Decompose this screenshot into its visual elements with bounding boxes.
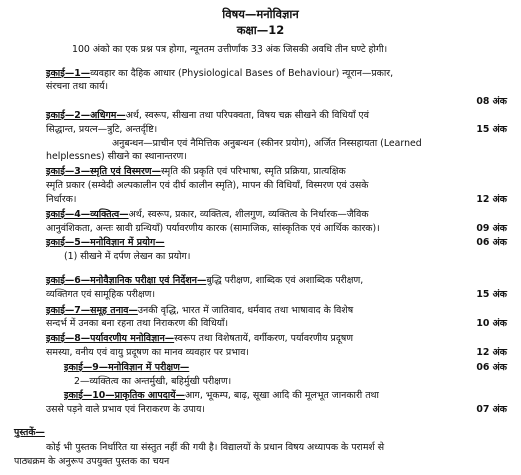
unit-8-title: इकाई—8—पर्यावरणीय मनोविज्ञान—: [46, 333, 175, 344]
unit-7-text-line: सन्दर्भ में उनका बना रहना तथा निराकरण की विधियाँ।: [46, 318, 228, 329]
unit-4-title: इकाई—4—व्यक्तित्व—: [46, 209, 129, 220]
unit-1-marks: 08 अंक: [476, 96, 507, 107]
unit-1-title: इकाई—1—: [46, 68, 91, 79]
unit-3-title: इकाई—3—स्मृति एवं विस्मरण—: [46, 166, 161, 177]
unit-7-title: इकाई—7—समूह तनाव—: [46, 305, 138, 316]
unit-5-marks: 06 अंक: [476, 237, 507, 248]
unit-10-text-line: आग, भूकम्प, बाढ़, सूखा आदि की मूलभूत जानकारी तथा: [184, 390, 379, 401]
unit-10-marks: 07 अंक: [476, 404, 507, 415]
unit-8-marks: 12 अंक: [476, 347, 507, 358]
unit-6-marks: 15 अंक: [476, 289, 507, 300]
unit-2-extra-line: helplessnes) सीखने का स्थानान्तरण।: [46, 151, 187, 162]
unit-6-text-line: बुद्धि परीक्षण, शाब्दिक एवं अशाब्दिक परीक्षण,: [206, 275, 364, 286]
unit-2-text-line: सिद्धान्त, प्रयत्न—त्रुटि, अन्तर्दृष्टि।: [46, 124, 158, 135]
unit-9-marks: 06 अंक: [476, 362, 507, 373]
books-heading: पुस्तकें—: [14, 427, 45, 438]
unit-9-title: इकाई—9—मनोविज्ञान में परीक्षण—: [64, 362, 190, 373]
unit-7-text-line: उनकी वृद्धि, भारत में जातिवाद, धर्मवाद तथा भाषावाद के विशेष: [137, 305, 354, 316]
intro-text: 100 अंको का एक प्रश्न पत्र होगा, न्यूनतम उत्तीर्णांक 33 अंक जिसकी अवधि तीन घण्टे होगी।: [72, 44, 388, 55]
unit-2-extra-line: अनुबन्धन—प्राचीन एवं नैमित्तिक अनुबन्धन (स्कीनर प्रयोग), अर्जित निस्सहायता (Learned: [112, 138, 422, 149]
unit-4-marks: 09 अंक: [476, 223, 507, 234]
unit-2-title: इकाई—2—अधिगम—: [46, 110, 126, 121]
books-text-line: कोई भी पुस्तक निर्धारित या संस्तुत नहीं की गयी है। विद्यालयों के प्रधान विषय अध्यापक के परामर्श से: [46, 442, 385, 453]
unit-1-text-line: संरचना तथा कार्य।: [46, 81, 109, 92]
class-title: कक्षा—12: [236, 23, 285, 37]
unit-4-text-line: आनुवंशिकता, अन्तः स्रावी ग्रन्थियाँ) पर्यावरणीय कारक (सामाजिक, सांस्कृतिक एवं आर्थिक कारक)।: [46, 223, 380, 234]
books-text-line: पाठ्यक्रम के अनुरूप उपयुक्त पुस्तक का चयन: [14, 456, 170, 467]
unit-4-text-line: अर्थ, स्वरूप, प्रकार, व्यक्तित्व, शीलगुण, व्यक्तित्व के निर्धारक—जैविक: [128, 209, 369, 220]
unit-5-title: इकाई—5—मनोविज्ञान में प्रयोग—: [46, 237, 165, 248]
unit-6-title: इकाई—6—मनोवैज्ञानिक परीक्षा एवं निर्देशन—: [46, 275, 207, 286]
unit-9-text-line: 2—व्यक्तित्व का अन्तर्मुखी, बहिर्मुखी परीक्षण।: [74, 376, 232, 387]
unit-3-text-line: स्मृति की प्रकृति एवं परिभाषा, स्मृति प्रक्रिया, प्रात्यक्षिक: [160, 166, 346, 177]
subject-title: विषय—मनोविज्ञान: [222, 7, 299, 21]
unit-3-text-line: निर्धारक।: [46, 194, 77, 205]
unit-2-text-line: अर्थ, स्वरूप, सीखना तथा परिपक्वता, विषय चक्र सीखने की विधियाँ एवं: [125, 110, 369, 121]
unit-2-marks: 15 अंक: [476, 124, 507, 135]
unit-3-text-line: स्मृति प्रकार (सम्वेदी अल्पकालीन एवं दीर्घ कालीन स्मृति), मापन की विधियाँ, विस्मरण एवं उसके: [46, 180, 369, 191]
unit-7-marks: 10 अंक: [476, 318, 507, 329]
unit-5-text-line: (1) सीखने में दर्पण लेखन का प्रयोग।: [64, 251, 191, 262]
unit-3-marks: 12 अंक: [476, 194, 507, 205]
unit-8-text-line: समस्या, वनीय एवं वायु प्रदूषण का मानव व्यवहार पर प्रभाव।: [46, 347, 249, 358]
unit-10-title: इकाई—10—प्राकृतिक आपदायें—: [64, 390, 185, 401]
unit-10-text-line: उससे पड़ने वाले प्रभाव एवं निराकरण के उपाय।: [46, 404, 205, 415]
unit-6-text-line: व्यक्तिगत एवं सामूहिक परीक्षण।: [46, 289, 156, 300]
unit-1-text-line: व्यवहार का दैहिक आधार (Physiological Bases of Behaviour) न्यूरान—प्रकार,: [90, 68, 394, 79]
unit-8-text-line: स्वरूप तथा विशेषतायें, वर्गीकरण, पर्यावरणीय प्रदूषण: [174, 333, 354, 344]
